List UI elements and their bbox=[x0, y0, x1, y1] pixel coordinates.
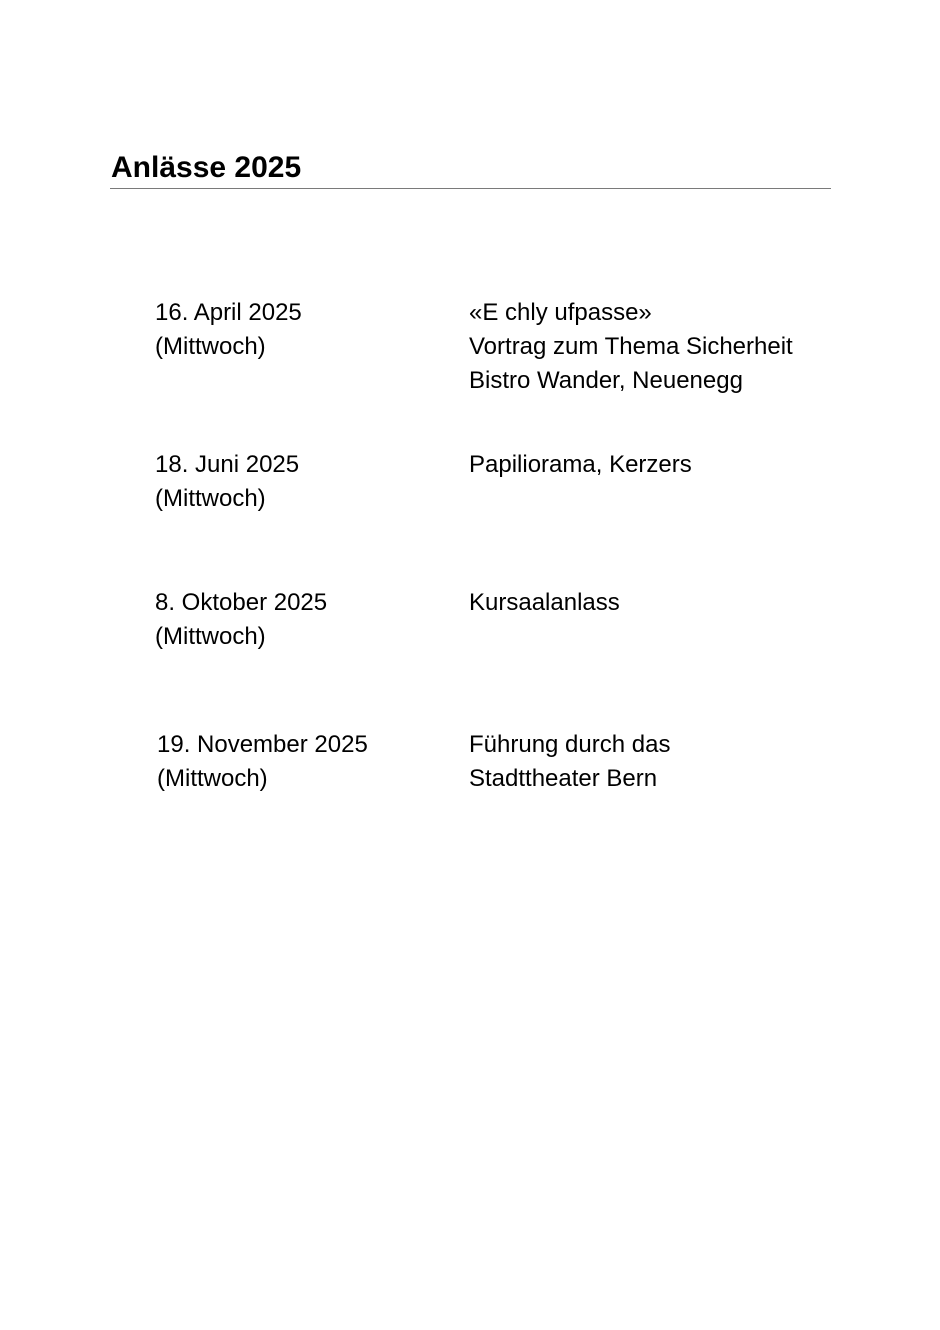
event-title: «E chly ufpasse» bbox=[469, 299, 652, 326]
event-date-column bbox=[155, 586, 455, 654]
event-title: Kursaalanlass bbox=[469, 589, 620, 616]
event-title: Führung durch das bbox=[469, 731, 671, 758]
event-date: 18. Juni 2025 bbox=[155, 451, 300, 478]
event-info-column bbox=[469, 296, 889, 398]
event-description: Vortrag zum Thema Sicherheit bbox=[469, 333, 793, 360]
event-weekday: (Mittwoch) bbox=[155, 623, 266, 650]
event-date: 8. Oktober 2025 bbox=[155, 589, 328, 616]
event-weekday: (Mittwoch) bbox=[155, 485, 266, 512]
event-title-continued: Stadttheater Bern bbox=[469, 765, 658, 792]
event-weekday: (Mittwoch) bbox=[157, 765, 268, 792]
event-date-column bbox=[155, 448, 455, 516]
page-title: Anlässe 2025 bbox=[111, 151, 302, 184]
event-info-column bbox=[469, 448, 889, 482]
event-location: Bistro Wander, Neuenegg bbox=[469, 367, 743, 394]
event-weekday: (Mittwoch) bbox=[155, 333, 266, 360]
event-date-column bbox=[155, 296, 455, 364]
title-underline bbox=[110, 188, 831, 189]
event-info-column bbox=[469, 728, 889, 796]
event-info-column bbox=[469, 586, 889, 620]
event-date: 16. April 2025 bbox=[155, 299, 302, 326]
event-date: 19. November 2025 bbox=[157, 731, 368, 758]
event-title: Papiliorama, Kerzers bbox=[469, 451, 692, 478]
event-date-column bbox=[157, 728, 457, 796]
